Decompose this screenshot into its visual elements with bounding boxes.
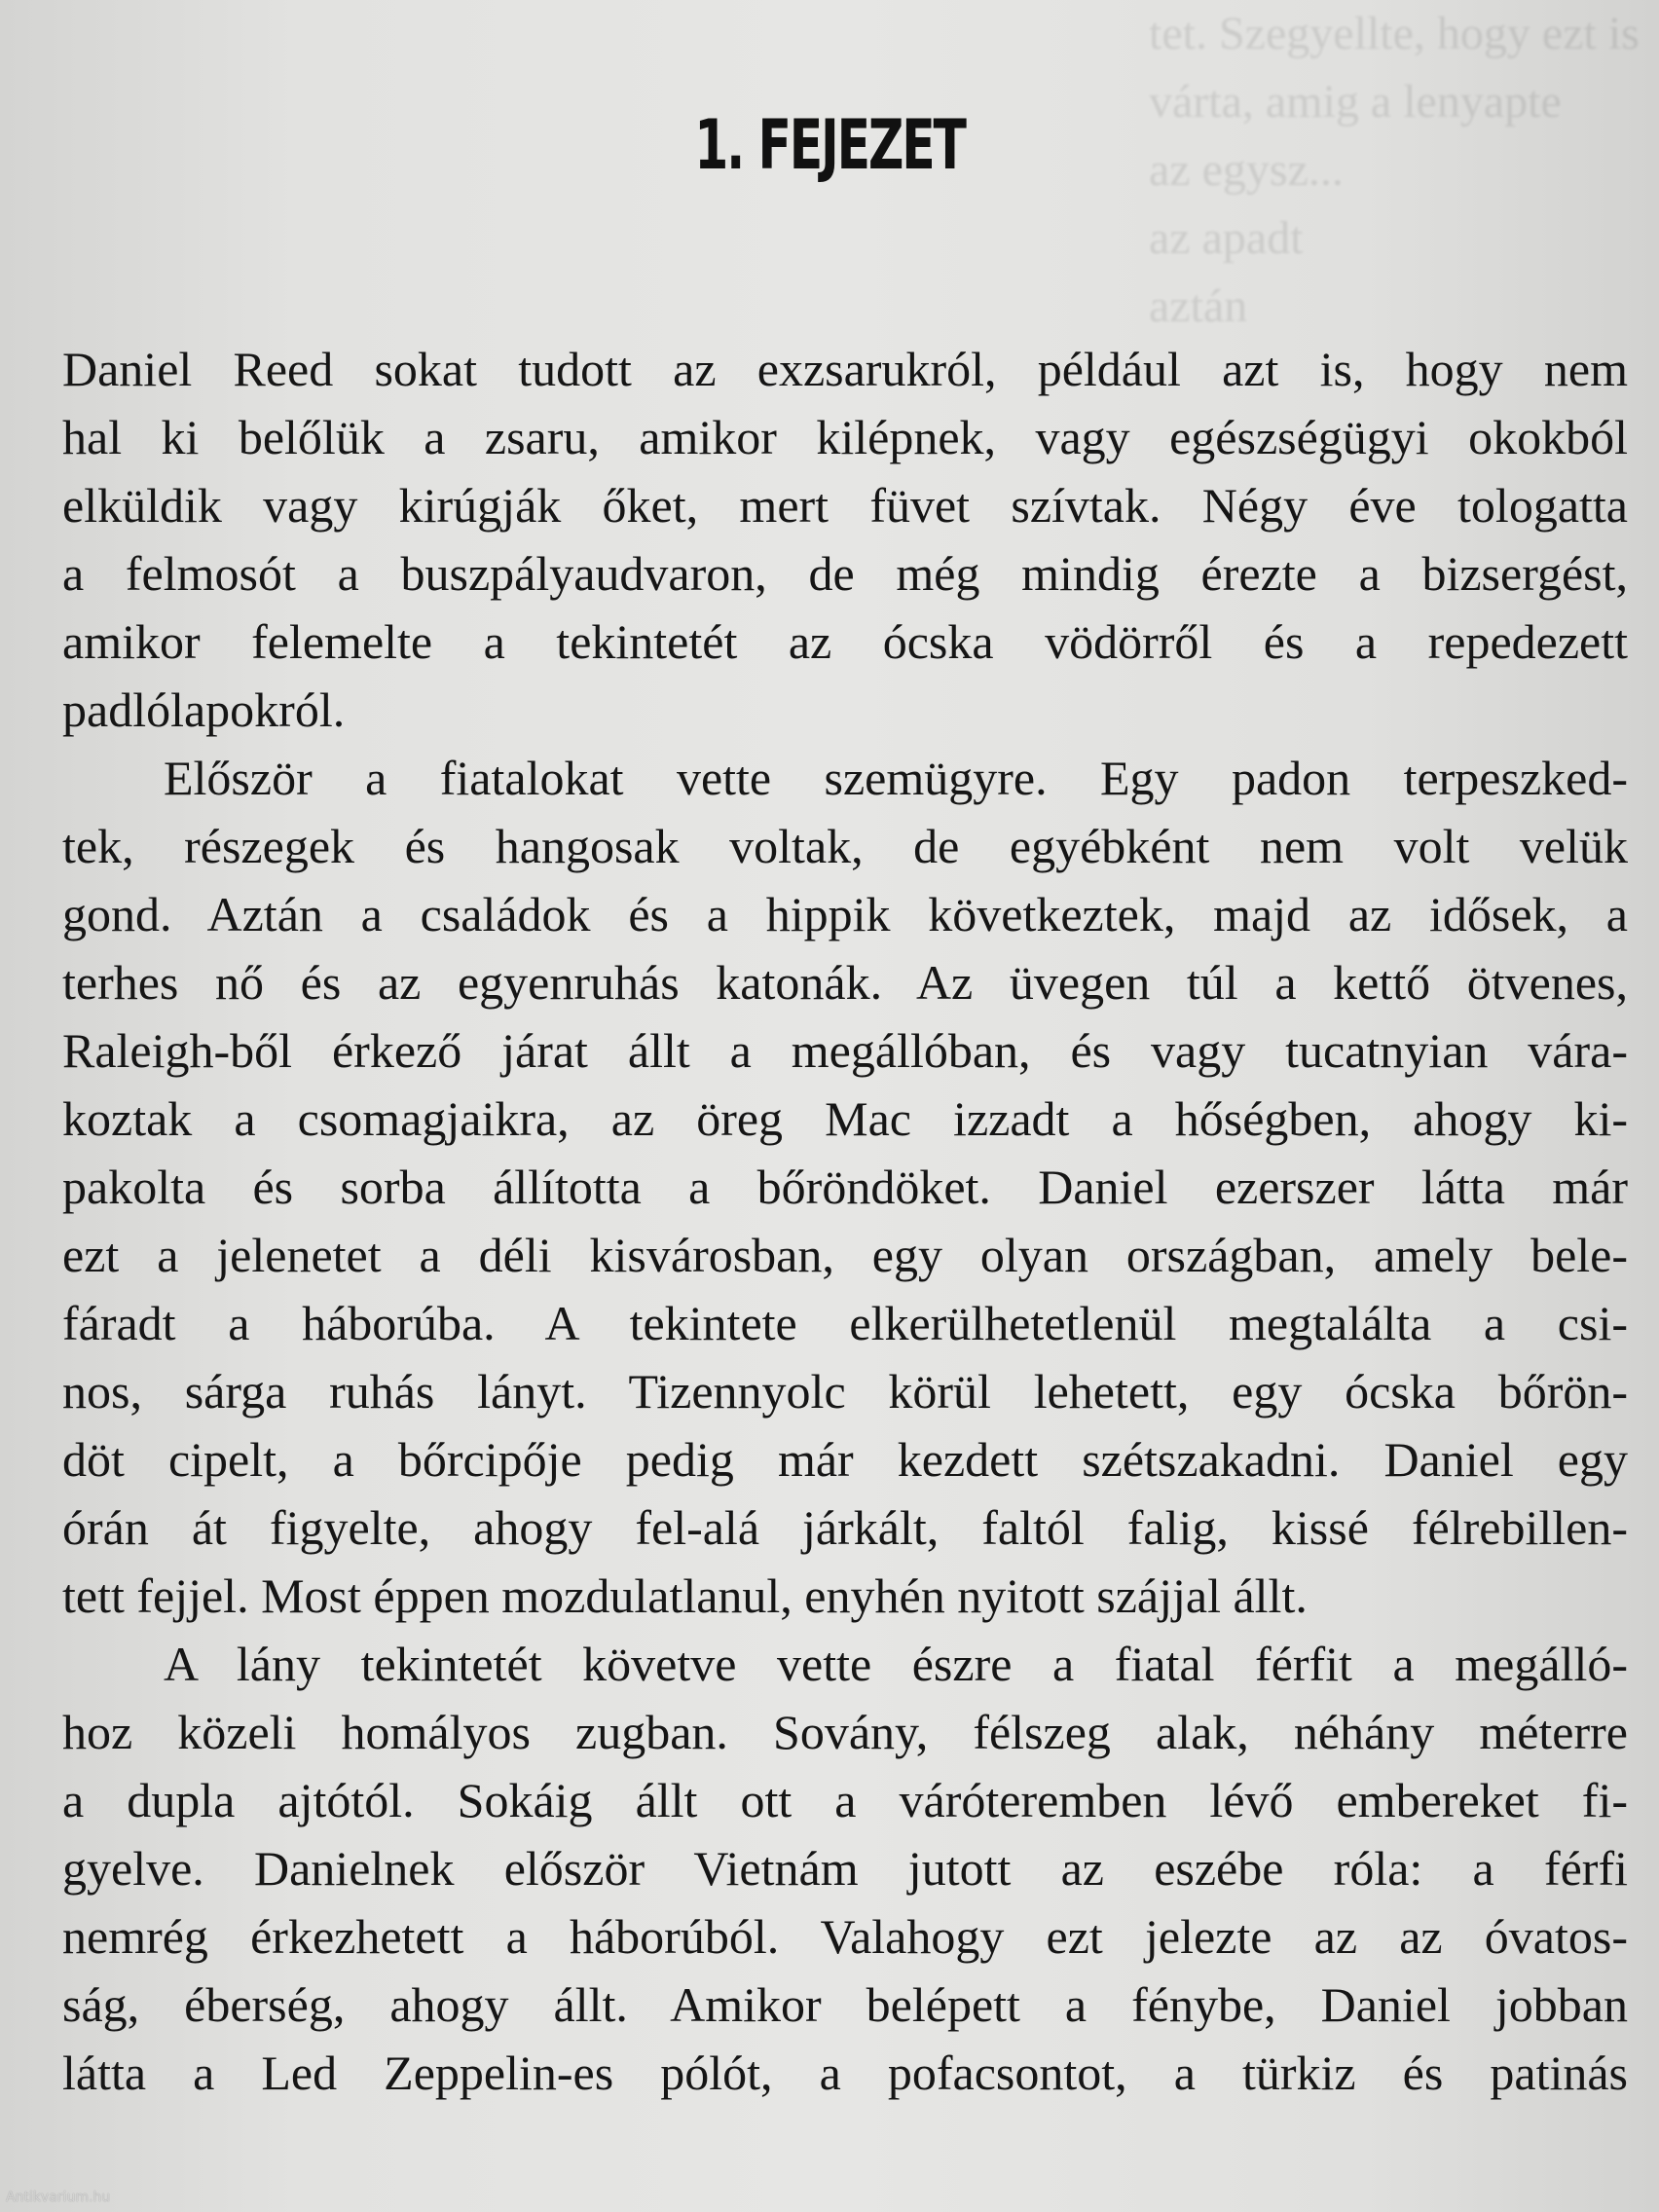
text-line: elküldik vagy kirúgják őket, mert füvet szívtak. Négy éve tologatta bbox=[62, 478, 1628, 533]
text-line: hal ki belőlük a zsaru, amikor kilépnek, vagy egészségügyi okokból bbox=[62, 410, 1628, 464]
text-line: koztak a csomagjaikra, az öreg Mac izzadt a hőségben, ahogy ki- bbox=[62, 1091, 1628, 1146]
text-line: terhes nő és az egyenruhás katonák. Az üvegen túl a kettő ötvenes, bbox=[62, 955, 1628, 1010]
bleed-line: az apadt bbox=[1149, 212, 1304, 264]
bleed-line: az egysz... bbox=[1149, 144, 1344, 196]
text-line: nemrég érkezhetett a háborúból. Valahogy ezt jelezte az az óvatos- bbox=[62, 1909, 1628, 1964]
watermark-logo: Antikvarium.hu bbox=[6, 2190, 111, 2205]
text-line: órán át figyelte, ahogy fel-alá járkált, faltól falig, kissé félrebillen- bbox=[62, 1500, 1628, 1555]
text-line: Először a fiatalokat vette szemügyre. Egy padon terpeszked- bbox=[164, 751, 1628, 805]
text-line: tek, részegek és hangosak voltak, de egyébként nem volt velük bbox=[62, 819, 1628, 873]
text-line: pakolta és sorba állította a bőröndöket. Daniel ezerszer látta már bbox=[62, 1160, 1628, 1214]
text-line: tett fejjel. Most éppen mozdulatlanul, enyhén nyitott szájjal állt. bbox=[62, 1568, 1308, 1623]
body-text bbox=[62, 335, 1628, 2107]
text-line: a felmosót a buszpályaudvaron, de még mindig érezte a bizsergést, bbox=[62, 546, 1628, 601]
text-line: padlólapokról. bbox=[62, 682, 346, 737]
text-line: ezt a jelenetet a déli kisvárosban, egy olyan országban, amely bele- bbox=[62, 1228, 1628, 1282]
text-line: hoz közeli homályos zugban. Sovány, félszeg alak, néhány méterre bbox=[62, 1705, 1628, 1759]
bleed-line: aztán bbox=[1149, 280, 1248, 332]
text-line: látta a Led Zeppelin-es pólót, a pofacsontot, a türkiz és patinás bbox=[62, 2046, 1628, 2100]
paragraph-2 bbox=[62, 744, 1628, 1630]
text-line: Daniel Reed sokat tudott az exzsarukról, például azt is, hogy nem bbox=[62, 342, 1628, 396]
text-line: fáradt a háborúba. A tekintete elkerülhetetlenül megtalálta a csi- bbox=[62, 1296, 1628, 1350]
bleed-line: várta, amig a lenyapte bbox=[1149, 76, 1562, 128]
chapter-title: 1. FEJEZET bbox=[694, 105, 965, 185]
text-line: döt cipelt, a bőrcipője pedig már kezdett szétszakadni. Daniel egy bbox=[62, 1432, 1628, 1487]
text-line: nos, sárga ruhás lányt. Tizennyolc körül lehetett, egy ócska bőrön- bbox=[62, 1364, 1628, 1419]
bleed-line: tet. Szegyellte, hogy ezt is bbox=[1149, 8, 1640, 59]
text-line: amikor felemelte a tekintetét az ócska vödörről és a repedezett bbox=[62, 614, 1628, 669]
text-line: A lány tekintetét követve vette észre a fiatal férfit a megálló- bbox=[164, 1637, 1628, 1691]
text-line: gond. Aztán a családok és a hippik következtek, majd az idősek, a bbox=[62, 887, 1628, 941]
text-line: a dupla ajtótól. Sokáig állt ott a váróteremben lévő embereket fi- bbox=[62, 1773, 1628, 1827]
text-line: ság, éberség, ahogy állt. Amikor belépett a fénybe, Daniel jobban bbox=[62, 1977, 1628, 2032]
text-line: Raleigh-ből érkező járat állt a megállóban, és vagy tucatnyian vára- bbox=[62, 1023, 1628, 1078]
paragraph-1 bbox=[62, 335, 1628, 744]
paragraph-3 bbox=[62, 1630, 1628, 2107]
text-line: gyelve. Danielnek először Vietnám jutott az eszébe róla: a férfi bbox=[62, 1841, 1628, 1896]
